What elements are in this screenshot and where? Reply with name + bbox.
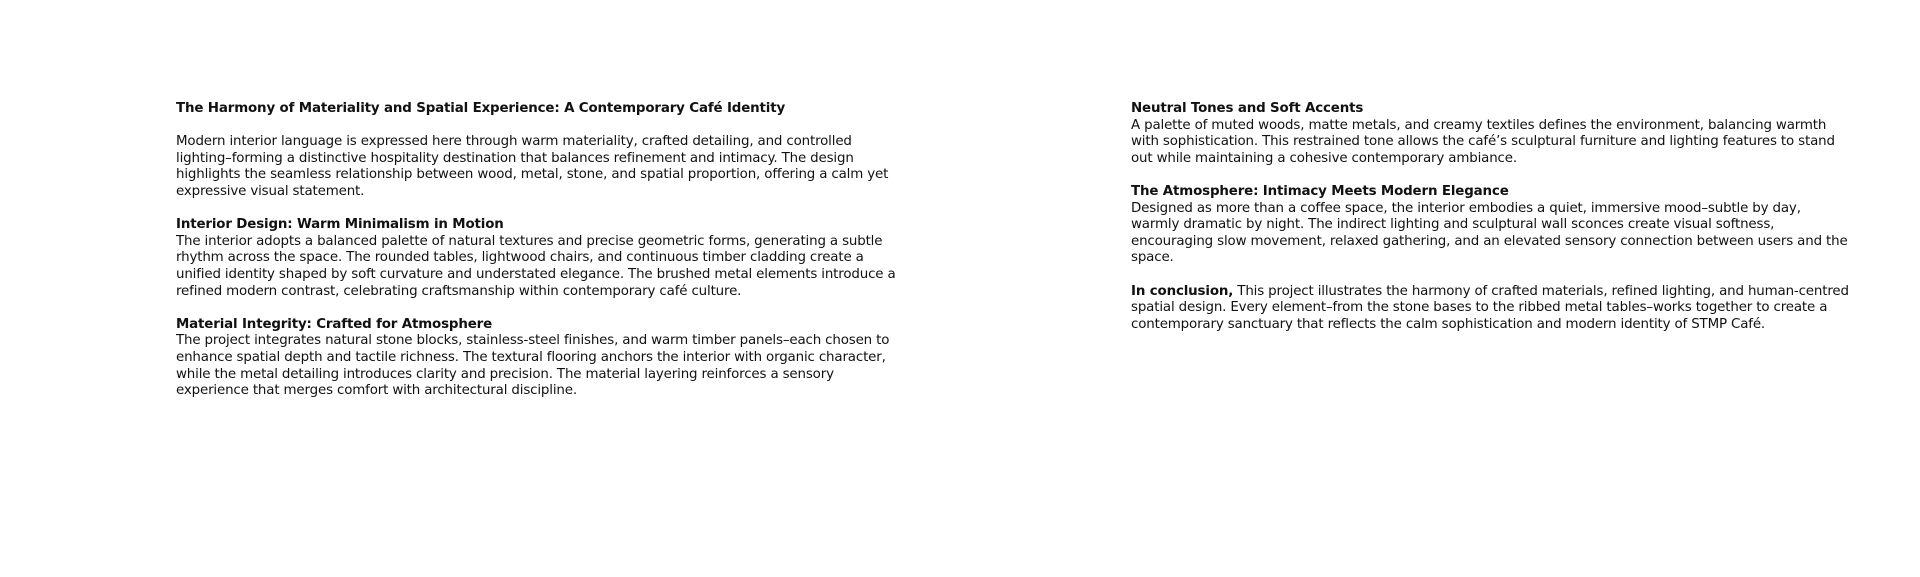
conclusion-body: This project illustrates the harmony of crafted materials, refined lighting, and human-centred spatial design. Every element–from the stone bases to the ribbed metal tables–works together to create a contemporary sanctuary that reflects the calm sophistication and modern identity of STMP Café. xyxy=(1131,283,1849,332)
section-heading: The Atmosphere: Intimacy Meets Modern Elegance xyxy=(1131,183,1509,199)
section-body: The project integrates natural stone blocks, stainless-steel finishes, and warm timber panels–each chosen to enhance spatial depth and tactile richness. The textural flooring anchors the interior with organic character, while the metal detailing introduces clarity and precision. The material layering reinforces a sensory experience that merges comfort with architectural discipline. xyxy=(176,333,890,399)
section-body: A palette of muted woods, matte metals, and creamy textiles defines the environment, balancing warmth with sophistication. This restrained tone allows the café’s sculptural furniture and lighting features to stand out while maintaining a cohesive contemporary ambiance. xyxy=(1131,117,1835,166)
right-column xyxy=(1131,101,1851,350)
section-heading: Neutral Tones and Soft Accents xyxy=(1131,101,1364,116)
section-atmosphere xyxy=(1131,184,1851,267)
section-heading: Material Integrity: Crafted for Atmosphere xyxy=(176,316,493,332)
section-body: The interior adopts a balanced palette of natural textures and precise geometric forms, generating a subtle rhythm across the space. The rounded tables, lightwood chairs, and continuous timber cladding create a unified identity shaped by soft curvature and understated elegance. The brushed metal elements introduce a refined modern contrast, celebrating craftsmanship within contemporary café culture. xyxy=(176,233,896,299)
section-interior-design xyxy=(176,217,896,300)
left-column xyxy=(176,101,896,416)
section-body: Designed as more than a coffee space, the interior embodies a quiet, immersive mood–subtle by day, warmly dramatic by night. The indirect lighting and sculptural wall sconces create visual softness, encouraging slow movement, relaxed gathering, and an elevated sensory connection between users and the space. xyxy=(1131,200,1848,266)
intro-paragraph: Modern interior language is expressed here through warm materiality, crafted detailing, and controlled lighting–forming a distinctive hospitality destination that balances refinement and intimacy. The design highlights the seamless relationship between wood, metal, stone, and spatial proportion, offering a calm yet expressive visual statement. xyxy=(176,134,889,199)
section-material-integrity xyxy=(176,317,896,400)
conclusion-lead: In conclusion, xyxy=(1131,283,1234,299)
conclusion-paragraph xyxy=(1131,284,1851,334)
section-neutral-tones xyxy=(1131,101,1851,167)
document-title: The Harmony of Materiality and Spatial Experience: A Contemporary Café Identity xyxy=(176,101,786,116)
section-heading: Interior Design: Warm Minimalism in Motion xyxy=(176,217,504,233)
